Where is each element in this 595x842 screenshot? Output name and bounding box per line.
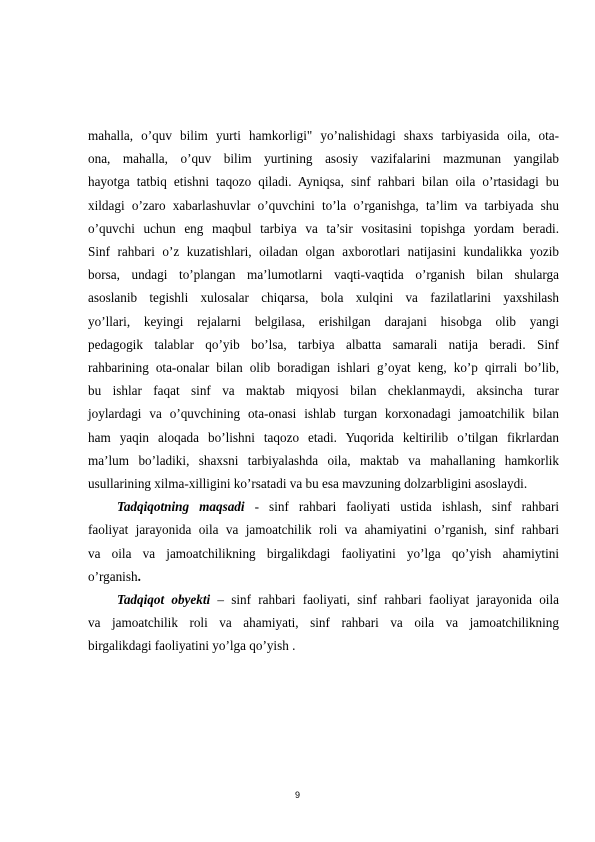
purpose-label: Tadqiqotning maqsadi: [117, 499, 245, 515]
text-line: joylardagi va o’quvchining ota-onasi ishlab turgan korxonadagi jamoatchilik bilan: [88, 406, 559, 422]
text-line: Sinf rahbari o’z kuzatishlari, oiladan olgan axborotlari natijasini kundalikka yozib: [88, 244, 559, 260]
text-line: bu ishlar faqat sinf va maktab miqyosi bilan cheklanmaydi, aksincha turar: [88, 383, 559, 399]
text-line: [88, 495, 559, 518]
text-line: yo’llari, keyingi rejalarni belgilasa, erishilgan darajani hisobga olib yangi: [88, 313, 559, 329]
text-line: ma’lum bo’ladiki, shaxsni tarbiyalashda oila, maktab va mahallaning hamkorlik: [88, 452, 559, 468]
text-line: ham yaqin aloqada bo’lishni taqozo etadi. Yuqorida keltirilib o’tilgan fikrlardan: [88, 429, 559, 445]
text-line: faoliyat jarayonida oila va jamoatchilik roli va ahamiyatini o’rganish, sinf rahbari: [88, 522, 559, 538]
object-text: – sinf rahbari faoliyati, sinf rahbari faoliyat jarayonida oila: [210, 592, 559, 608]
page-number: 9: [294, 790, 300, 800]
text-line: [88, 588, 559, 611]
purpose-text: - sinf rahbari faoliyati ustida ishlash, sinf rahbari: [244, 499, 560, 515]
text-line: borsa, undagi to’plangan ma’lumotlarni vaqti-vaqtida o’rganish bilan shularga: [88, 267, 559, 283]
text-line: [88, 565, 559, 588]
purpose-period: .: [137, 568, 141, 584]
text-line: mahalla, o’quv bilim yurti hamkorligi" yo’nalishidagi shaxs tarbiyasida oila, ota-: [88, 128, 559, 143]
object-label: Tadqiqot obyekti: [117, 592, 211, 608]
text-line: usullarining xilma-xilligini ko’rsatadi va bu esa mavzuning dolzarbligini asoslaydi.: [88, 476, 528, 492]
text-line: va oila va jamoatchilikning birgalikdagi faoliyatini yo’lga qo’yish ahamiytini: [88, 545, 559, 561]
text-line: rahbarining ota-onalar bilan olib boradigan ishlari g’oyat keng, ko’p qirrali bo’lib,: [88, 360, 559, 376]
text-line: o’quvchi uchun eng maqbul tarbiya va ta’sir vositasini topishga yordam beradi.: [88, 220, 559, 236]
paragraph-intro: [88, 124, 559, 495]
text-line: birgalikdagi faoliyatini yo’lga qo’yish .: [88, 638, 296, 654]
text-line: va jamoatchilik roli va ahamiyati, sinf rahbari va oila va jamoatchilikning: [88, 615, 559, 631]
text-line: pedagogik talablar qo’yib bo’lsa, tarbiya albatta samarali natija beradi. Sinf: [88, 336, 559, 352]
text-line: ona, mahalla, o’quv bilim yurtining asosiy vazifalarini mazmunan yangilab: [88, 151, 559, 167]
text-line: hayotga tatbiq etishni taqozo qiladi. Ayniqsa, sinf rahbari bilan oila o’rtasidagi bu: [88, 174, 559, 190]
paragraph-purpose: [88, 495, 559, 588]
text-line: asoslanib tegishli xulosalar chiqarsa, bola xulqini va fazilatlarini yaxshilash: [88, 290, 559, 306]
text-line: xildagi o’zaro xabarlashuvlar o’quvchini to’la o’rganishga, ta’lim va tarbiyada shu: [88, 197, 559, 213]
purpose-last-text: o’rganish: [88, 568, 138, 584]
body-text: [88, 124, 559, 658]
paragraph-object: [88, 588, 559, 658]
